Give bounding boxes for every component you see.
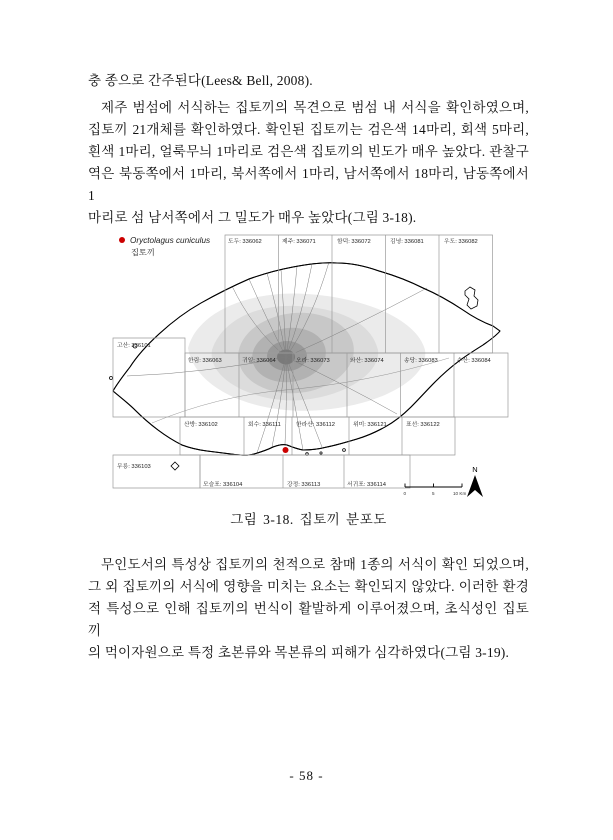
islet-south-2 <box>320 452 322 454</box>
grid-cell-label: 우도: 336082 <box>444 239 478 245</box>
grid-cell-label: 와산: 336074 <box>350 358 384 364</box>
north-label: N <box>472 465 478 474</box>
grid-cell-label: 고산: 336101 <box>117 343 151 349</box>
islet-udo <box>465 287 478 309</box>
legend-species-name: Oryctolagus cuniculus <box>130 236 211 245</box>
north-arrow-icon <box>467 465 483 497</box>
grid-cell-label: 산방: 336102 <box>184 422 218 428</box>
scale-label-10km: 10 Km <box>453 491 467 496</box>
paragraph-2-line: 역은 북동쪽에서 1마리, 북서쪽에서 1마리, 남서쪽에서 18마리, 남동쪽에서 1 <box>88 166 529 203</box>
paragraph-3-line: 그 외 집토끼의 서식에 영향을 미치는 요소는 확인되지 않았다. 이러한 환경 <box>88 579 529 594</box>
grid-cell-label: 한라산: 336112 <box>296 422 335 428</box>
paragraph-3-line: 의 먹이자원으로 특정 초본류와 목본류의 피해가 심각하였다(그림 3-19). <box>88 645 510 660</box>
scale-bar <box>404 484 467 497</box>
grid-cell-label: 무릉: 336103 <box>117 464 151 470</box>
paragraph-2-line: 제주 범섬에 서식하는 집토끼의 목견으로 범섬 내 서식을 확인하였으며, <box>101 100 529 115</box>
grid-cell-label: 도두: 336062 <box>228 239 262 245</box>
grid-cell-label: 위미: 336121 <box>353 422 387 428</box>
paragraph-2 <box>88 97 529 229</box>
grid-cell-label: 김녕: 336081 <box>390 239 424 245</box>
legend-marker-icon <box>119 237 125 243</box>
grid-cell-label: 모슬포: 336104 <box>203 482 243 488</box>
grid-cell-label: 한림: 336063 <box>188 358 222 364</box>
figure-rabbit-distribution-map <box>97 228 517 506</box>
grid-cell-label: 수산: 336084 <box>457 358 491 364</box>
grid-cell-label: 회수: 336111 <box>248 422 281 428</box>
paragraph-3-line: 적 특성으로 인해 집토끼의 번식이 활발하게 이루어졌으며, 초식성인 집토끼 <box>88 601 529 638</box>
grid-cell-label: 강정: 336113 <box>287 482 321 488</box>
paragraph-1-line: 충 종으로 간주된다(Lees& Bell, 2008). <box>88 73 313 88</box>
scale-label-0: 0 <box>403 491 407 496</box>
observation-point <box>283 447 289 453</box>
page-number: - 58 - <box>289 768 324 783</box>
grid-cell-label: 함덕: 336072 <box>337 239 371 245</box>
grid-cell-label: 오라: 336073 <box>296 358 330 364</box>
paragraph-3 <box>88 554 529 664</box>
figure-caption: 그림 3-18. 집토끼 분포도 <box>230 512 387 527</box>
islet-chagwido <box>110 377 113 380</box>
paragraph-1 <box>88 70 529 92</box>
paragraph-2-line: 흰색 1마리, 얼룩무늬 1마리로 검은색 집토끼의 빈도가 매우 높았다. 관찰구 <box>88 144 529 159</box>
grid-cell-label: 송당: 336083 <box>404 358 438 364</box>
north-arrow-shape <box>467 475 483 497</box>
legend-common-name: 집토끼 <box>131 248 155 257</box>
islet-south-3 <box>343 449 346 452</box>
grid-cell-label: 제주: 336071 <box>282 239 316 245</box>
islet-gapado <box>171 462 179 470</box>
grid-cell-label: 표선: 336122 <box>406 422 440 428</box>
jeju-island-map <box>97 228 517 506</box>
legend <box>119 236 210 257</box>
grid-cell-label: 서귀포: 336114 <box>347 482 386 488</box>
grid-cell-label: 귀일: 336064 <box>242 358 276 364</box>
paragraph-3-line: 무인도서의 특성상 집토끼의 천적으로 참매 1종의 서식이 확인 되었으며, <box>101 557 529 572</box>
paragraph-2-line: 집토끼 21개체를 확인하였다. 확인된 집토끼는 검은색 14마리, 회색 5마리, <box>88 122 529 137</box>
scale-label-5: 5 <box>432 491 435 496</box>
paragraph-2-line: 마리로 섬 남서쪽에서 그 밀도가 매우 높았다(그림 3-18). <box>88 210 417 225</box>
